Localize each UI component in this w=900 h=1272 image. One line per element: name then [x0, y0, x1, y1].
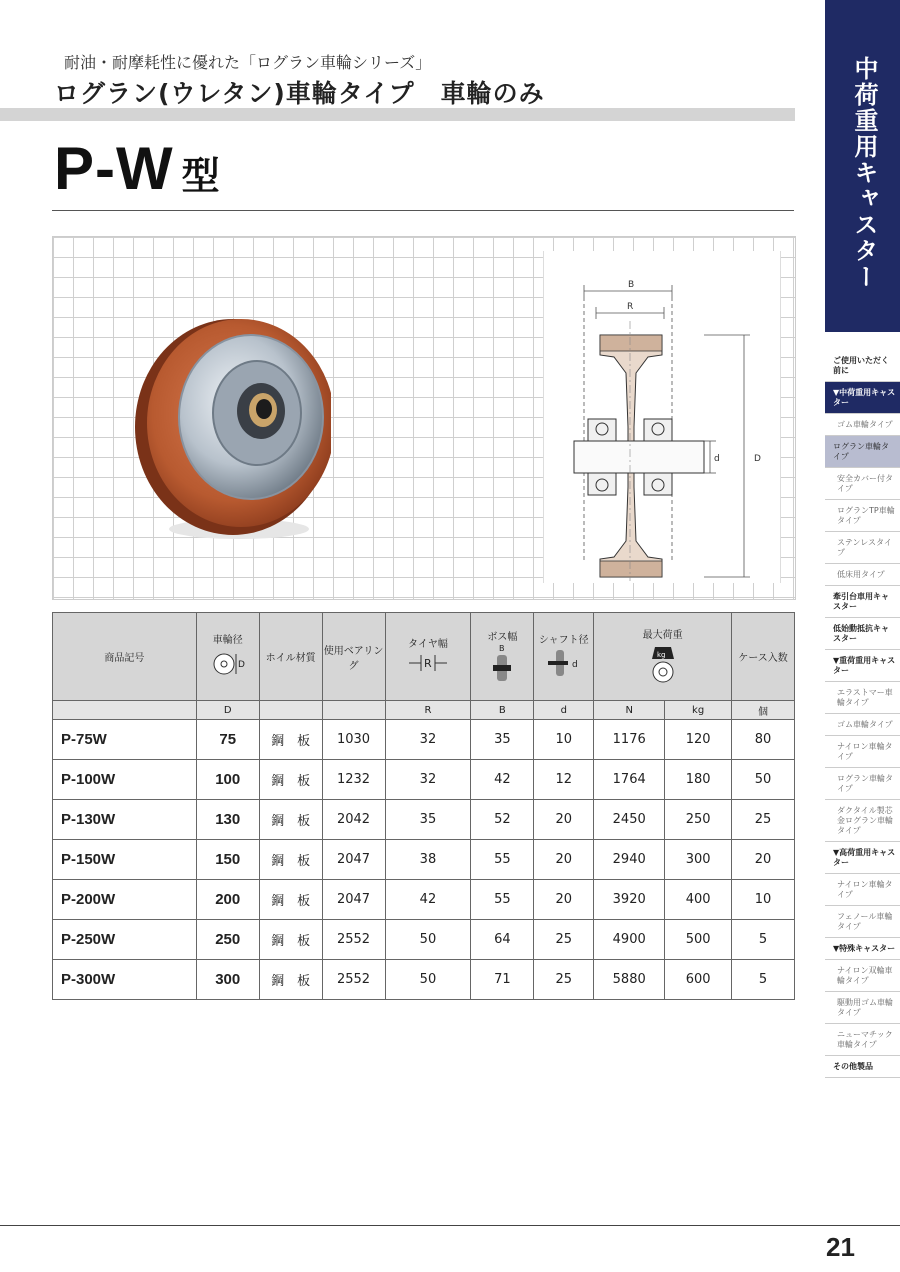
max-load-kg-cell: 400 [665, 880, 732, 920]
cross-section-drawing [543, 251, 781, 583]
wheel-material-cell: 鋼 板 [259, 960, 322, 1000]
product-code-cell: P-250W [53, 920, 197, 960]
heading-rule [52, 210, 794, 211]
sidebar-item[interactable]: ご使用いただく前に [825, 350, 900, 382]
wheel-photo [131, 317, 331, 547]
wheel-material-cell: 鋼 板 [259, 760, 322, 800]
wheel-diameter-cell: 100 [196, 760, 259, 800]
sidebar-item[interactable]: ▼重荷重用キャスター [825, 650, 900, 682]
bearing-cell: 2047 [322, 840, 385, 880]
product-code-cell: P-100W [53, 760, 197, 800]
dim-label-R: R [627, 302, 634, 312]
case-qty-cell: 10 [732, 880, 795, 920]
page-number: 21 [826, 1232, 855, 1262]
tire-width-cell: 42 [385, 880, 471, 920]
max-load-kg-cell: 180 [665, 760, 732, 800]
tire-width-cell: 50 [385, 920, 471, 960]
footer-rule [0, 1225, 900, 1226]
wheel-diameter-cell: 200 [196, 880, 259, 920]
table-row [53, 960, 795, 1000]
sidebar-item[interactable]: ステンレスタイプ [825, 532, 900, 564]
case-qty-cell: 25 [732, 800, 795, 840]
max-load-n-cell: 5880 [594, 960, 665, 1000]
case-qty-cell: 80 [732, 720, 795, 760]
sidebar-item[interactable]: ゴム車輪タイプ [825, 714, 900, 736]
col-header-wheel-dia [196, 613, 259, 701]
dim-label-d: d [714, 454, 720, 464]
wheel-material-cell: 鋼 板 [259, 880, 322, 920]
unit-mat [259, 701, 322, 720]
sidebar-item[interactable]: 牽引台車用キャスター [825, 586, 900, 618]
bearing-cell: 1030 [322, 720, 385, 760]
icon-label-R: R [423, 656, 432, 670]
wheel-material-cell: 鋼 板 [259, 800, 322, 840]
unit-code [53, 701, 197, 720]
max-load-n-cell: 1764 [594, 760, 665, 800]
table-row [53, 720, 795, 760]
shaft-diameter-cell: 25 [534, 920, 594, 960]
max-load-kg-cell: 120 [665, 720, 732, 760]
product-code-cell: P-200W [53, 880, 197, 920]
sidebar-heading [825, 0, 900, 332]
max-load-n-cell: 4900 [594, 920, 665, 960]
title-underline-bar [0, 108, 795, 121]
sidebar-item[interactable]: ゴム車輪タイプ [825, 414, 900, 436]
wheel-diameter-cell: 75 [196, 720, 259, 760]
wheel-material-cell: 鋼 板 [259, 840, 322, 880]
case-qty-cell: 5 [732, 960, 795, 1000]
case-qty-cell: 20 [732, 840, 795, 880]
col-header-max-load [594, 613, 732, 701]
sidebar-item[interactable]: 低始動抵抗キャスター [825, 618, 900, 650]
max-load-kg-cell: 300 [665, 840, 732, 880]
shaft-diameter-icon [544, 646, 584, 680]
wheel-material-cell: 鋼 板 [259, 920, 322, 960]
dim-label-B: B [628, 280, 635, 290]
shaft-diameter-cell: 20 [534, 840, 594, 880]
sidebar-item[interactable]: フェノール車輪タイプ [825, 906, 900, 938]
sidebar-item[interactable]: ダクタイル製芯金ログラン車輪タイプ [825, 800, 900, 842]
sidebar-item[interactable]: エラストマー車輪タイプ [825, 682, 900, 714]
unit-kg: kg [665, 701, 732, 720]
col-header-bearing: 使用ベアリング [322, 613, 385, 701]
product-code-cell: P-300W [53, 960, 197, 1000]
col-header-case-qty: ケース入数 [732, 613, 795, 701]
sidebar-item[interactable]: ログラン車輪タイプ [825, 436, 900, 468]
unit-d: d [534, 701, 594, 720]
boss-width-cell: 55 [471, 840, 534, 880]
wheel-diameter-cell: 130 [196, 800, 259, 840]
page-title: ログラン(ウレタン)車輪タイプ 車輪のみ [54, 79, 545, 108]
tire-width-cell: 50 [385, 960, 471, 1000]
unit-pcs: 個 [732, 701, 795, 720]
col-header-wheel-mat: ホイル材質 [259, 613, 322, 701]
boss-width-cell: 42 [471, 760, 534, 800]
bearing-cell: 2552 [322, 920, 385, 960]
max-load-n-cell: 2450 [594, 800, 665, 840]
sidebar-item[interactable]: ▼中荷重用キャスター [825, 382, 900, 414]
tire-width-icon [405, 650, 451, 676]
wheel-diameter-cell: 250 [196, 920, 259, 960]
unit-N: N [594, 701, 665, 720]
sidebar-item[interactable]: その他製品 [825, 1056, 900, 1078]
boss-width-cell: 55 [471, 880, 534, 920]
wheel-diameter-cell: 150 [196, 840, 259, 880]
sidebar-item[interactable]: ニューマチック車輪タイプ [825, 1024, 900, 1056]
col-header-max-load-label: 最大荷重 [642, 629, 683, 641]
col-header-shaft-dia-label: シャフト径 [538, 634, 589, 646]
icon-label-kg: kg [656, 650, 666, 659]
table-row [53, 920, 795, 960]
boss-width-cell: 64 [471, 920, 534, 960]
sidebar-item[interactable]: ナイロン車輪タイプ [825, 874, 900, 906]
unit-D: D [196, 701, 259, 720]
table-row [53, 760, 795, 800]
max-load-kg-cell: 500 [665, 920, 732, 960]
col-header-shaft-dia [534, 613, 594, 701]
cross-section-svg [544, 251, 780, 583]
shaft-diameter-cell: 20 [534, 800, 594, 840]
unit-bearing [322, 701, 385, 720]
shaft-diameter-cell: 25 [534, 960, 594, 1000]
product-code-cell: P-75W [53, 720, 197, 760]
sidebar-item[interactable]: ナイロン双輪車輪タイプ [825, 960, 900, 992]
sidebar-item[interactable]: ▼高荷重用キャスター [825, 842, 900, 874]
shaft-diameter-cell: 10 [534, 720, 594, 760]
sidebar-item[interactable]: 駆動用ゴム車輪タイプ [825, 992, 900, 1024]
col-header-code: 商品記号 [53, 613, 197, 701]
dim-label-D: D [754, 454, 761, 464]
icon-label-B: B [499, 643, 505, 653]
sidebar-item[interactable]: ナイロン車輪タイプ [825, 736, 900, 768]
table-row [53, 840, 795, 880]
col-header-tire-width-label: タイヤ幅 [408, 638, 448, 650]
shaft-diameter-cell: 20 [534, 880, 594, 920]
bearing-cell: 2552 [322, 960, 385, 1000]
unit-R: R [385, 701, 471, 720]
boss-width-cell: 52 [471, 800, 534, 840]
spec-table [52, 612, 795, 1000]
sidebar-item[interactable]: 安全カバー付タイプ [825, 468, 900, 500]
bearing-cell: 2042 [322, 800, 385, 840]
sidebar-heading-text: 中荷重用キャスター [850, 56, 878, 290]
weight-icon [648, 641, 678, 685]
tire-width-cell: 35 [385, 800, 471, 840]
sidebar-item[interactable]: ログラン車輪タイプ [825, 768, 900, 800]
max-load-n-cell: 1176 [594, 720, 665, 760]
shaft-diameter-cell: 12 [534, 760, 594, 800]
sidebar-item[interactable]: ▼特殊キャスター [825, 938, 900, 960]
icon-label-D: D [237, 659, 245, 670]
table-row [53, 800, 795, 840]
product-code-cell: P-130W [53, 800, 197, 840]
boss-width-cell: 71 [471, 960, 534, 1000]
max-load-n-cell: 3920 [594, 880, 665, 920]
table-row [53, 880, 795, 920]
wheel-material-cell: 鋼 板 [259, 720, 322, 760]
sidebar-item[interactable]: 低床用タイプ [825, 564, 900, 586]
model-heading [54, 134, 221, 212]
max-load-kg-cell: 250 [665, 800, 732, 840]
sidebar-nav [825, 350, 900, 1078]
icon-label-d: d [571, 659, 578, 670]
boss-width-cell: 35 [471, 720, 534, 760]
tire-width-cell: 32 [385, 760, 471, 800]
col-header-wheel-dia-label: 車輪径 [212, 634, 243, 646]
tire-width-cell: 32 [385, 720, 471, 760]
wheel-diameter-icon [208, 646, 248, 680]
product-figure-area [52, 236, 796, 600]
col-header-boss-width [471, 613, 534, 701]
bearing-cell: 2047 [322, 880, 385, 920]
case-qty-cell: 5 [732, 920, 795, 960]
case-qty-cell: 50 [732, 760, 795, 800]
series-subtitle: 耐油・耐摩耗性に優れた「ログラン車輪シリーズ」 [64, 53, 432, 72]
unit-B: B [471, 701, 534, 720]
sidebar-item[interactable]: ログランTP車輪タイプ [825, 500, 900, 532]
max-load-kg-cell: 600 [665, 960, 732, 1000]
col-header-boss-width-label: ボス幅 [487, 631, 518, 643]
bearing-cell: 1232 [322, 760, 385, 800]
product-code-cell: P-150W [53, 840, 197, 880]
col-header-tire-width [385, 613, 471, 701]
tire-width-cell: 38 [385, 840, 471, 880]
boss-width-icon [487, 643, 517, 683]
max-load-n-cell: 2940 [594, 840, 665, 880]
model-suffix: 型 [181, 156, 221, 198]
wheel-diameter-cell: 300 [196, 960, 259, 1000]
model-name: P-W [54, 135, 174, 202]
